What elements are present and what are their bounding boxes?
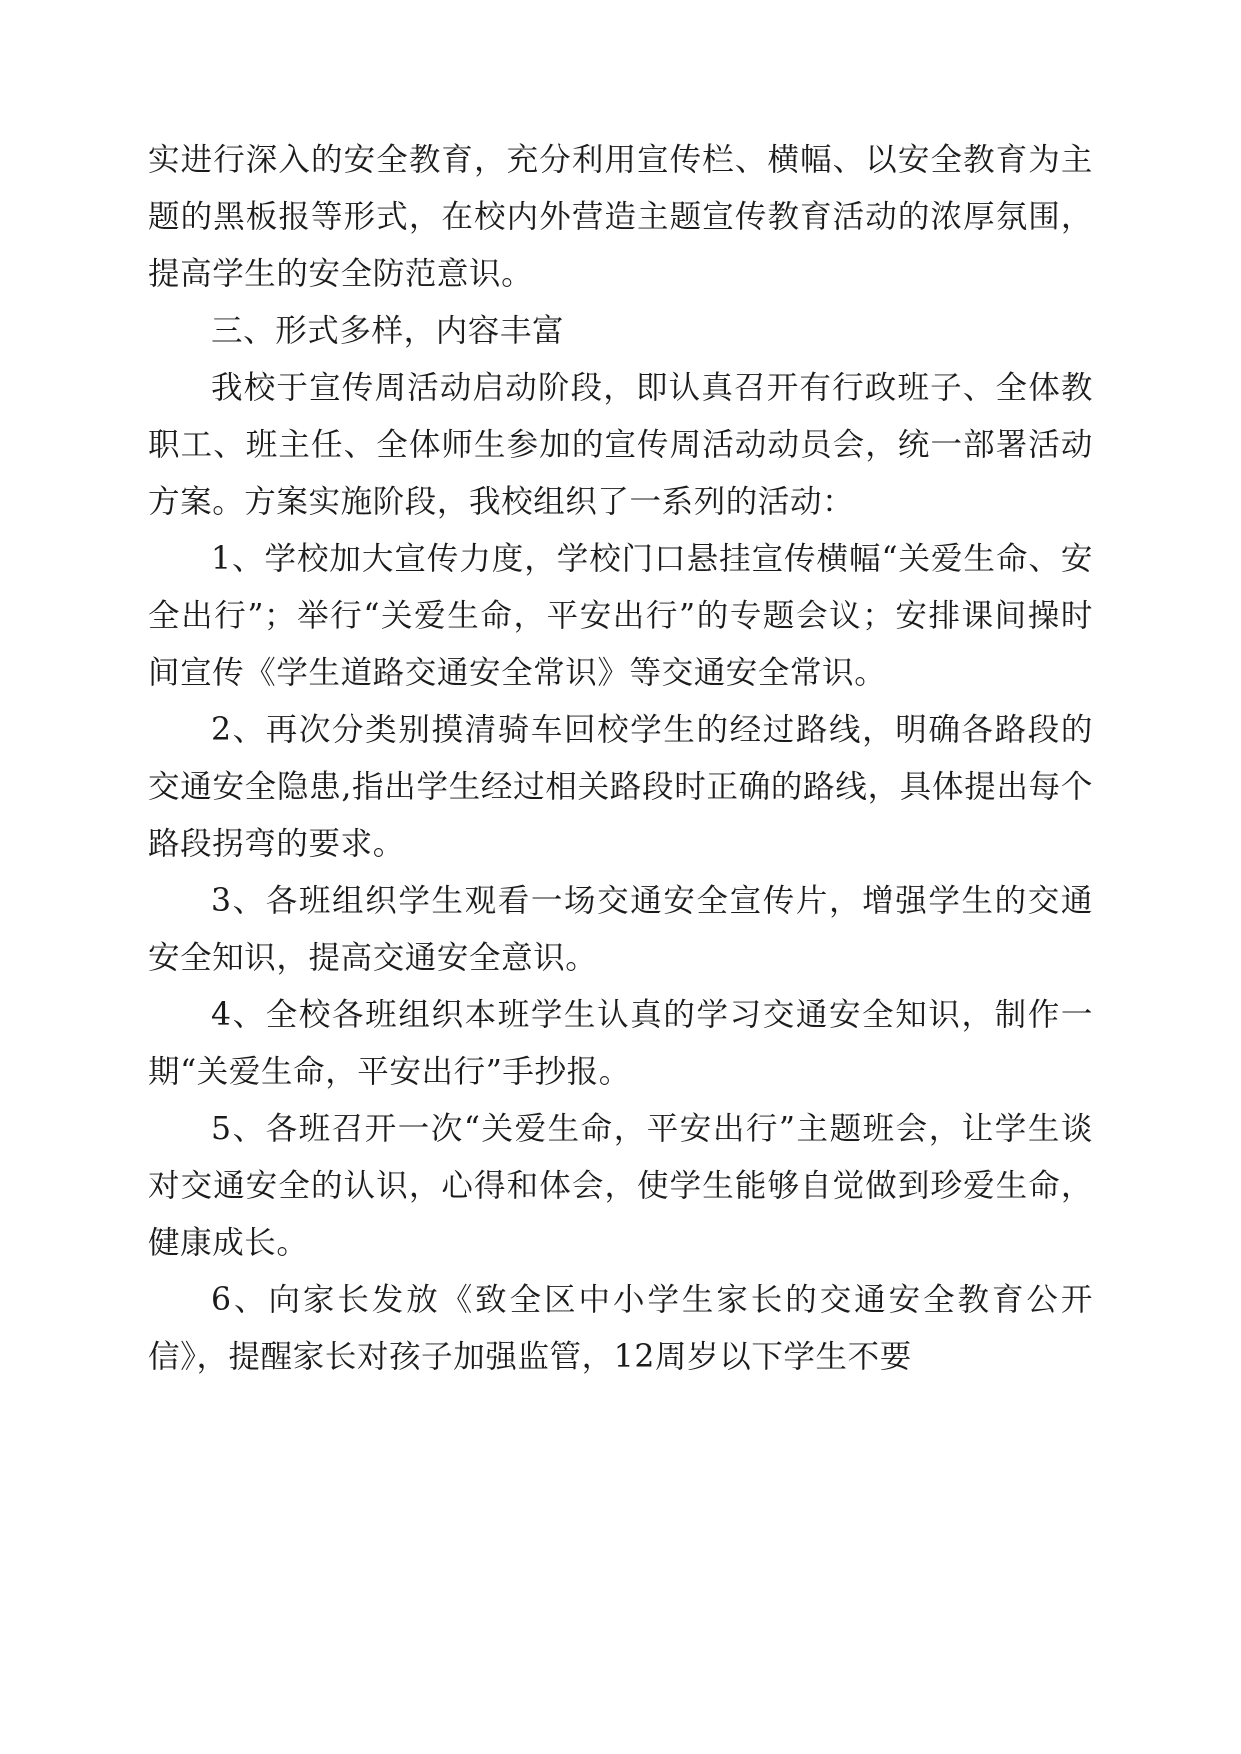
heading-section-three: 三、形式多样，内容丰富 [211, 313, 565, 349]
paragraph-mobilization: 我校于宣传周活动启动阶段，即认真召开有行政班子、全体教职工、班主任、全体师生参加的宣传周活动动员会，统一部署活动方案。方案实施阶段，我校组织了一系列的活动： [148, 370, 1093, 520]
paragraph-continuation: 实进行深入的安全教育，充分利用宣传栏、横幅、以安全教育为主题的黑板报等形式，在校内外营造主题宣传教育活动的浓厚氛围，提高学生的安全防范意识。 [148, 142, 1093, 292]
list-item-2: 2、再次分类别摸清骑车回校学生的经过路线，明确各路段的交通安全隐患,指出学生经过相关路段时正确的路线，具体提出每个路段拐弯的要求。 [148, 712, 1093, 862]
list-item-3: 3、各班组织学生观看一场交通安全宣传片，增强学生的交通安全知识，提高交通安全意识。 [148, 883, 1093, 976]
list-item-6: 6、向家长发放《致全区中小学生家长的交通安全教育公开信》，提醒家长对孩子加强监管，12周岁以下学生不要 [148, 1282, 1093, 1375]
list-item-5: 5、各班召开一次“关爱生命，平安出行”主题班会，让学生谈对交通安全的认识，心得和体会，使学生能够自觉做到珍爱生命，健康成长。 [148, 1111, 1093, 1261]
list-item-1: 1、学校加大宣传力度，学校门口悬挂宣传横幅“关爱生命、安全出行”；举行“关爱生命，平安出行”的专题会议；安排课间操时间宣传《学生道路交通安全常识》等交通安全常识。 [148, 541, 1093, 691]
document-body [148, 132, 1093, 1386]
list-item-4: 4、全校各班组织本班学生认真的学习交通安全知识，制作一期“关爱生命，平安出行”手抄报。 [148, 997, 1093, 1090]
